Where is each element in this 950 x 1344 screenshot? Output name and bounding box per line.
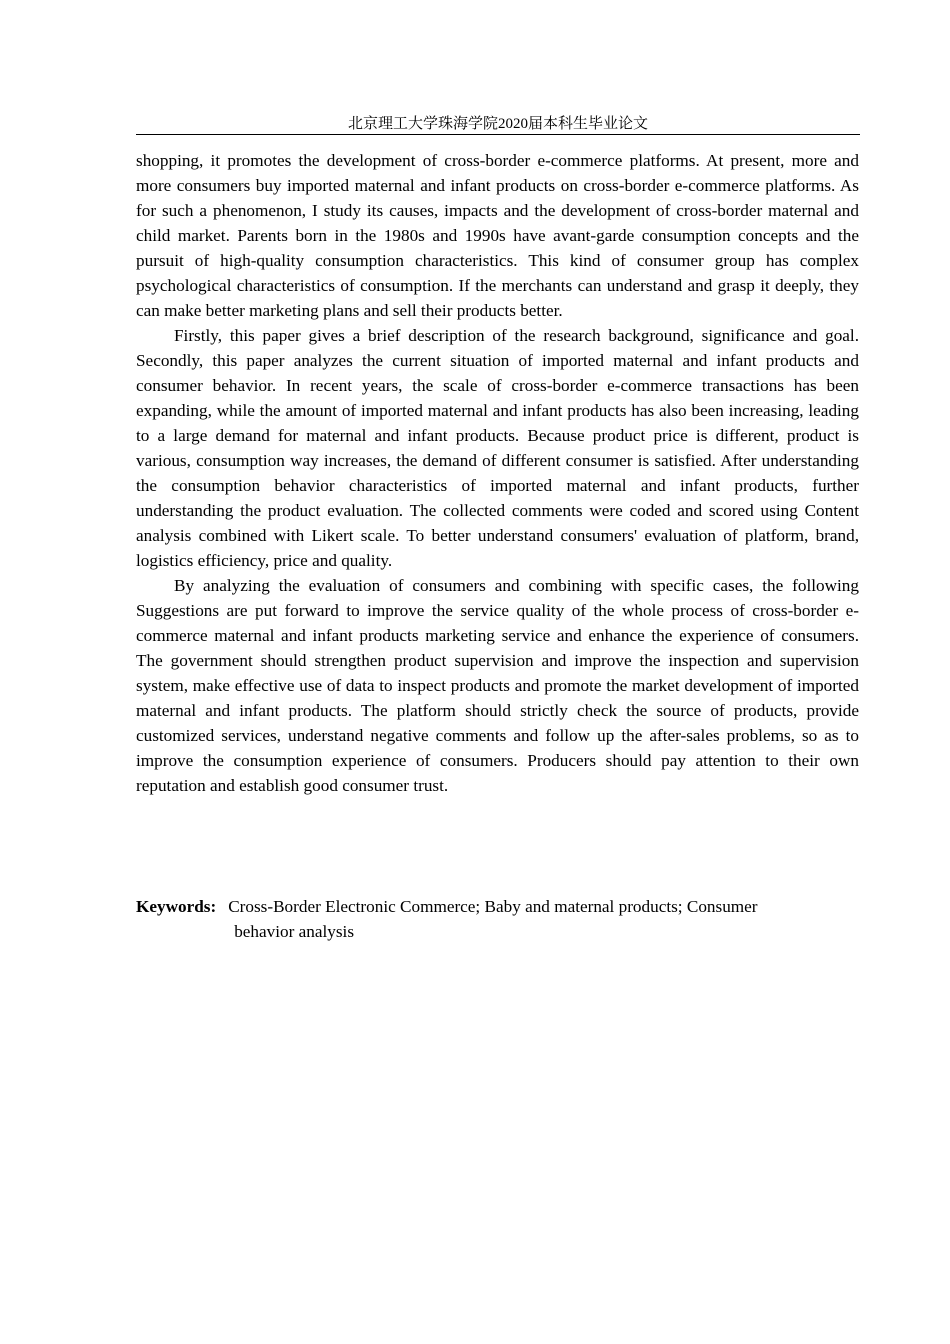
- keywords-section: [136, 894, 859, 944]
- page-header: [136, 114, 860, 135]
- keywords-text: [228, 894, 859, 944]
- keywords-line-1: Cross-Border Electronic Commerce; Baby and maternal products; Consumer: [228, 897, 758, 916]
- keywords-line-2: behavior analysis: [234, 922, 355, 941]
- paragraph-2: Firstly, this paper gives a brief description of the research background, significance and goal. Secondly, this paper analyzes the current situation of imported maternal and infant products and consumer behavior. In recent years, the scale of cross-border e-commerce transactions has been expanding, while the amount of imported maternal and infant products has also been increasing, leading to a large demand for maternal and infant products. Because product price is different, product is various, consumption way increases, the demand of different consumer is satisfied. After understanding the consumption behavior characteristics of imported maternal and infant products, further understanding the product evaluation. The collected comments were coded and scored using Content analysis combined with Likert scale. To better understand consumers' evaluation of platform, brand, logistics efficiency, price and quality.: [136, 326, 859, 570]
- abstract-body: [136, 148, 859, 798]
- header-title: 北京理工大学珠海学院2020届本科生毕业论文: [347, 116, 648, 132]
- paragraph-continued: shopping, it promotes the development of cross-border e-commerce platforms. At present, more and more consumers buy imported maternal and infant products on cross-border e-commerce platforms. As for such a phenomenon, I study its causes, impacts and the development of cross-border maternal and child market. Parents born in the 1980s and 1990s have avant-garde consumption concepts and the pursuit of high-quality consumption characteristics. This kind of consumer group has complex psychological characteristics of consumption. If the merchants can understand and grasp it deeply, they can make better marketing plans and sell their products better.: [136, 151, 859, 320]
- keywords-label: Keywords:: [136, 897, 217, 916]
- paragraph-3: By analyzing the evaluation of consumers and combining with specific cases, the following Suggestions are put forward to improve the service quality of the whole process of cross-border e-commerce maternal and infant products marketing service and enhance the experience of consumers. The government should strengthen product supervision and improve the inspection and supervision system, make effective use of data to inspect products and promote the market development of imported maternal and infant products. The platform should strictly check the source of products, provide customized services, understand negative comments and follow up the after-sales problems, so as to improve the consumption experience of consumers. Producers should pay attention to their own reputation and establish good consumer trust.: [136, 576, 859, 795]
